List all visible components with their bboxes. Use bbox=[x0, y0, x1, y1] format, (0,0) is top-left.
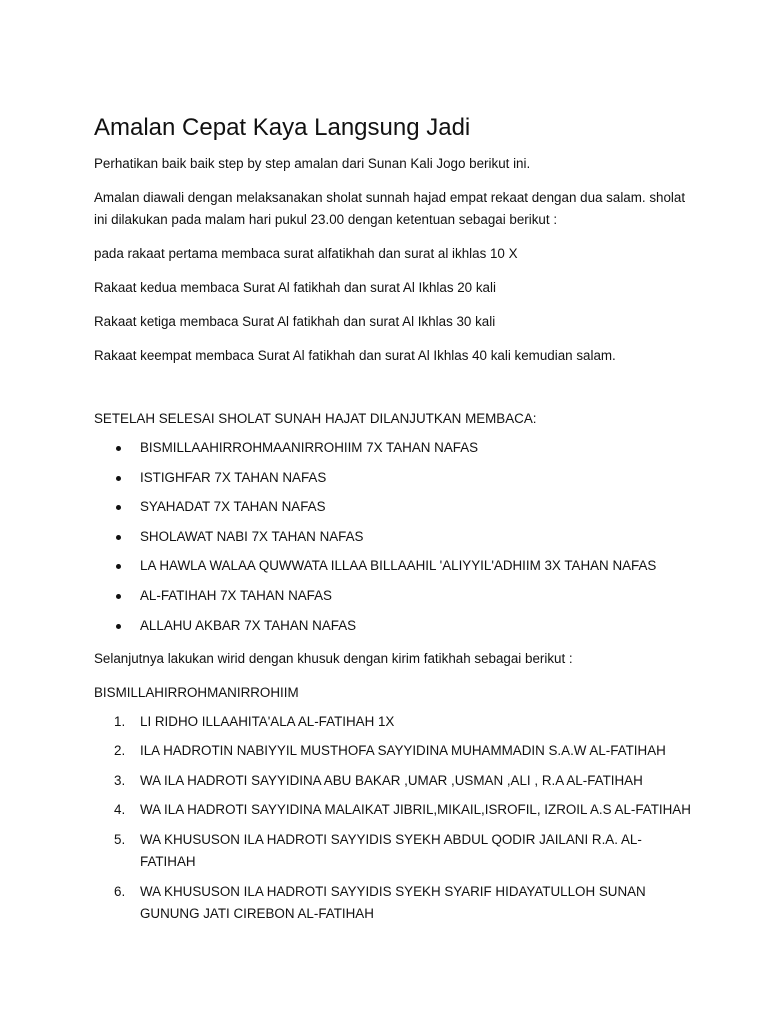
list-item-text: AL-FATIHAH 7X TAHAN NAFAS bbox=[140, 587, 332, 603]
list-item bbox=[94, 711, 694, 733]
list-item-text: ILA HADROTIN NABIYYIL MUSTHOFA SAYYIDINA MUHAMMADIN S.A.W AL-FATIHAH bbox=[140, 743, 666, 759]
list-item-text: WA KHUSUSON ILA HADROTI SAYYIDIS SYEKH ABDUL QODIR JAILANI R.A. AL-FATIHAH bbox=[140, 831, 642, 869]
list-item bbox=[94, 437, 694, 459]
list-number: 1. bbox=[114, 713, 126, 729]
list-item bbox=[94, 555, 694, 577]
bullet-icon bbox=[116, 564, 121, 569]
list-item-text: WA ILA HADROTI SAYYIDINA MALAIKAT JIBRIL,MIKAIL,ISROFIL, IZROIL A.S AL-FATIHAH bbox=[140, 802, 691, 818]
rakaat-3-paragraph: Rakaat ketiga membaca Surat Al fatikhah dan surat Al Ikhlas 30 kali bbox=[94, 314, 496, 329]
bullet-list bbox=[94, 437, 694, 637]
bullet-icon bbox=[116, 446, 121, 451]
bullet-icon bbox=[116, 505, 121, 510]
list-item-text: ISTIGHFAR 7X TAHAN NAFAS bbox=[140, 469, 327, 485]
list-item-text: WA ILA HADROTI SAYYIDINA ABU BAKAR ,UMAR ,USMAN ,ALI , R.A AL-FATIHAH bbox=[140, 772, 643, 788]
list-item-text: SHOLAWAT NABI 7X TAHAN NAFAS bbox=[140, 528, 364, 544]
list-item bbox=[94, 770, 694, 792]
list-item bbox=[94, 799, 694, 821]
wirid-intro-paragraph: Selanjutnya lakukan wirid dengan khusuk dengan kirim fatikhah sebagai berikut : bbox=[94, 650, 573, 666]
list-item bbox=[94, 881, 694, 925]
list-item-text: ALLAHU AKBAR 7X TAHAN NAFAS bbox=[140, 617, 357, 633]
list-item-text: LI RIDHO ILLAAHITA'ALA AL-FATIHAH 1X bbox=[140, 713, 395, 729]
numbered-list bbox=[94, 711, 694, 925]
rakaat-4-paragraph: Rakaat keempat membaca Surat Al fatikhah dan surat Al Ikhlas 40 kali kemudian salam. bbox=[94, 348, 616, 363]
bullet-icon bbox=[116, 476, 121, 481]
list-item-text: WA KHUSUSON ILA HADROTI SAYYIDIS SYEKH SYARIF HIDAYATULLOH SUNAN GUNUNG JATI CIREBON AL-FATIHAH bbox=[140, 883, 646, 921]
list-number: 4. bbox=[114, 802, 126, 818]
rakaat-1-paragraph: pada rakaat pertama membaca surat alfatikhah dan surat al ikhlas 10 X bbox=[94, 246, 518, 261]
document-title: Amalan Cepat Kaya Langsung Jadi bbox=[94, 114, 471, 141]
list-item bbox=[94, 467, 694, 489]
list-item-text: LA HAWLA WALAA QUWWATA ILLAA BILLAAHIL 'ALIYYIL'ADHIIM 3X TAHAN NAFAS bbox=[140, 558, 657, 574]
list-item bbox=[94, 496, 694, 518]
section-heading: SETELAH SELESAI SHOLAT SUNAH HAJAT DILANJUTKAN MEMBACA: bbox=[94, 411, 537, 426]
list-number: 5. bbox=[114, 831, 126, 847]
list-item bbox=[94, 526, 694, 548]
list-item bbox=[94, 829, 694, 873]
list-item-text: BISMILLAAHIRROHMAANIRROHIIM 7X TAHAN NAFAS bbox=[140, 440, 479, 455]
sholat-description-paragraph: Amalan diawali dengan melaksanakan sholat sunnah hajad empat rekaat dengan dua salam. sholat ini dilakukan pada malam hari pukul 23.00 dengan ketentuan sebagai berikut : bbox=[94, 190, 686, 227]
list-number: 3. bbox=[114, 772, 126, 788]
list-item-text: SYAHADAT 7X TAHAN NAFAS bbox=[140, 499, 326, 515]
rakaat-2-paragraph: Rakaat kedua membaca Surat Al fatikhah dan surat Al Ikhlas 20 kali bbox=[94, 280, 496, 295]
list-item bbox=[94, 615, 694, 637]
list-item bbox=[94, 740, 694, 762]
document-page bbox=[94, 112, 694, 932]
basmalah-line: BISMILLAHIRROHMANIRROHIIM bbox=[94, 684, 299, 700]
bullet-icon bbox=[116, 535, 121, 540]
intro-paragraph: Perhatikan baik baik step by step amalan dari Sunan Kali Jogo berikut ini. bbox=[94, 156, 531, 171]
list-number: 6. bbox=[114, 883, 126, 899]
bullet-icon bbox=[116, 594, 121, 599]
list-item bbox=[94, 585, 694, 607]
bullet-icon bbox=[116, 624, 121, 629]
list-number: 2. bbox=[114, 743, 126, 759]
